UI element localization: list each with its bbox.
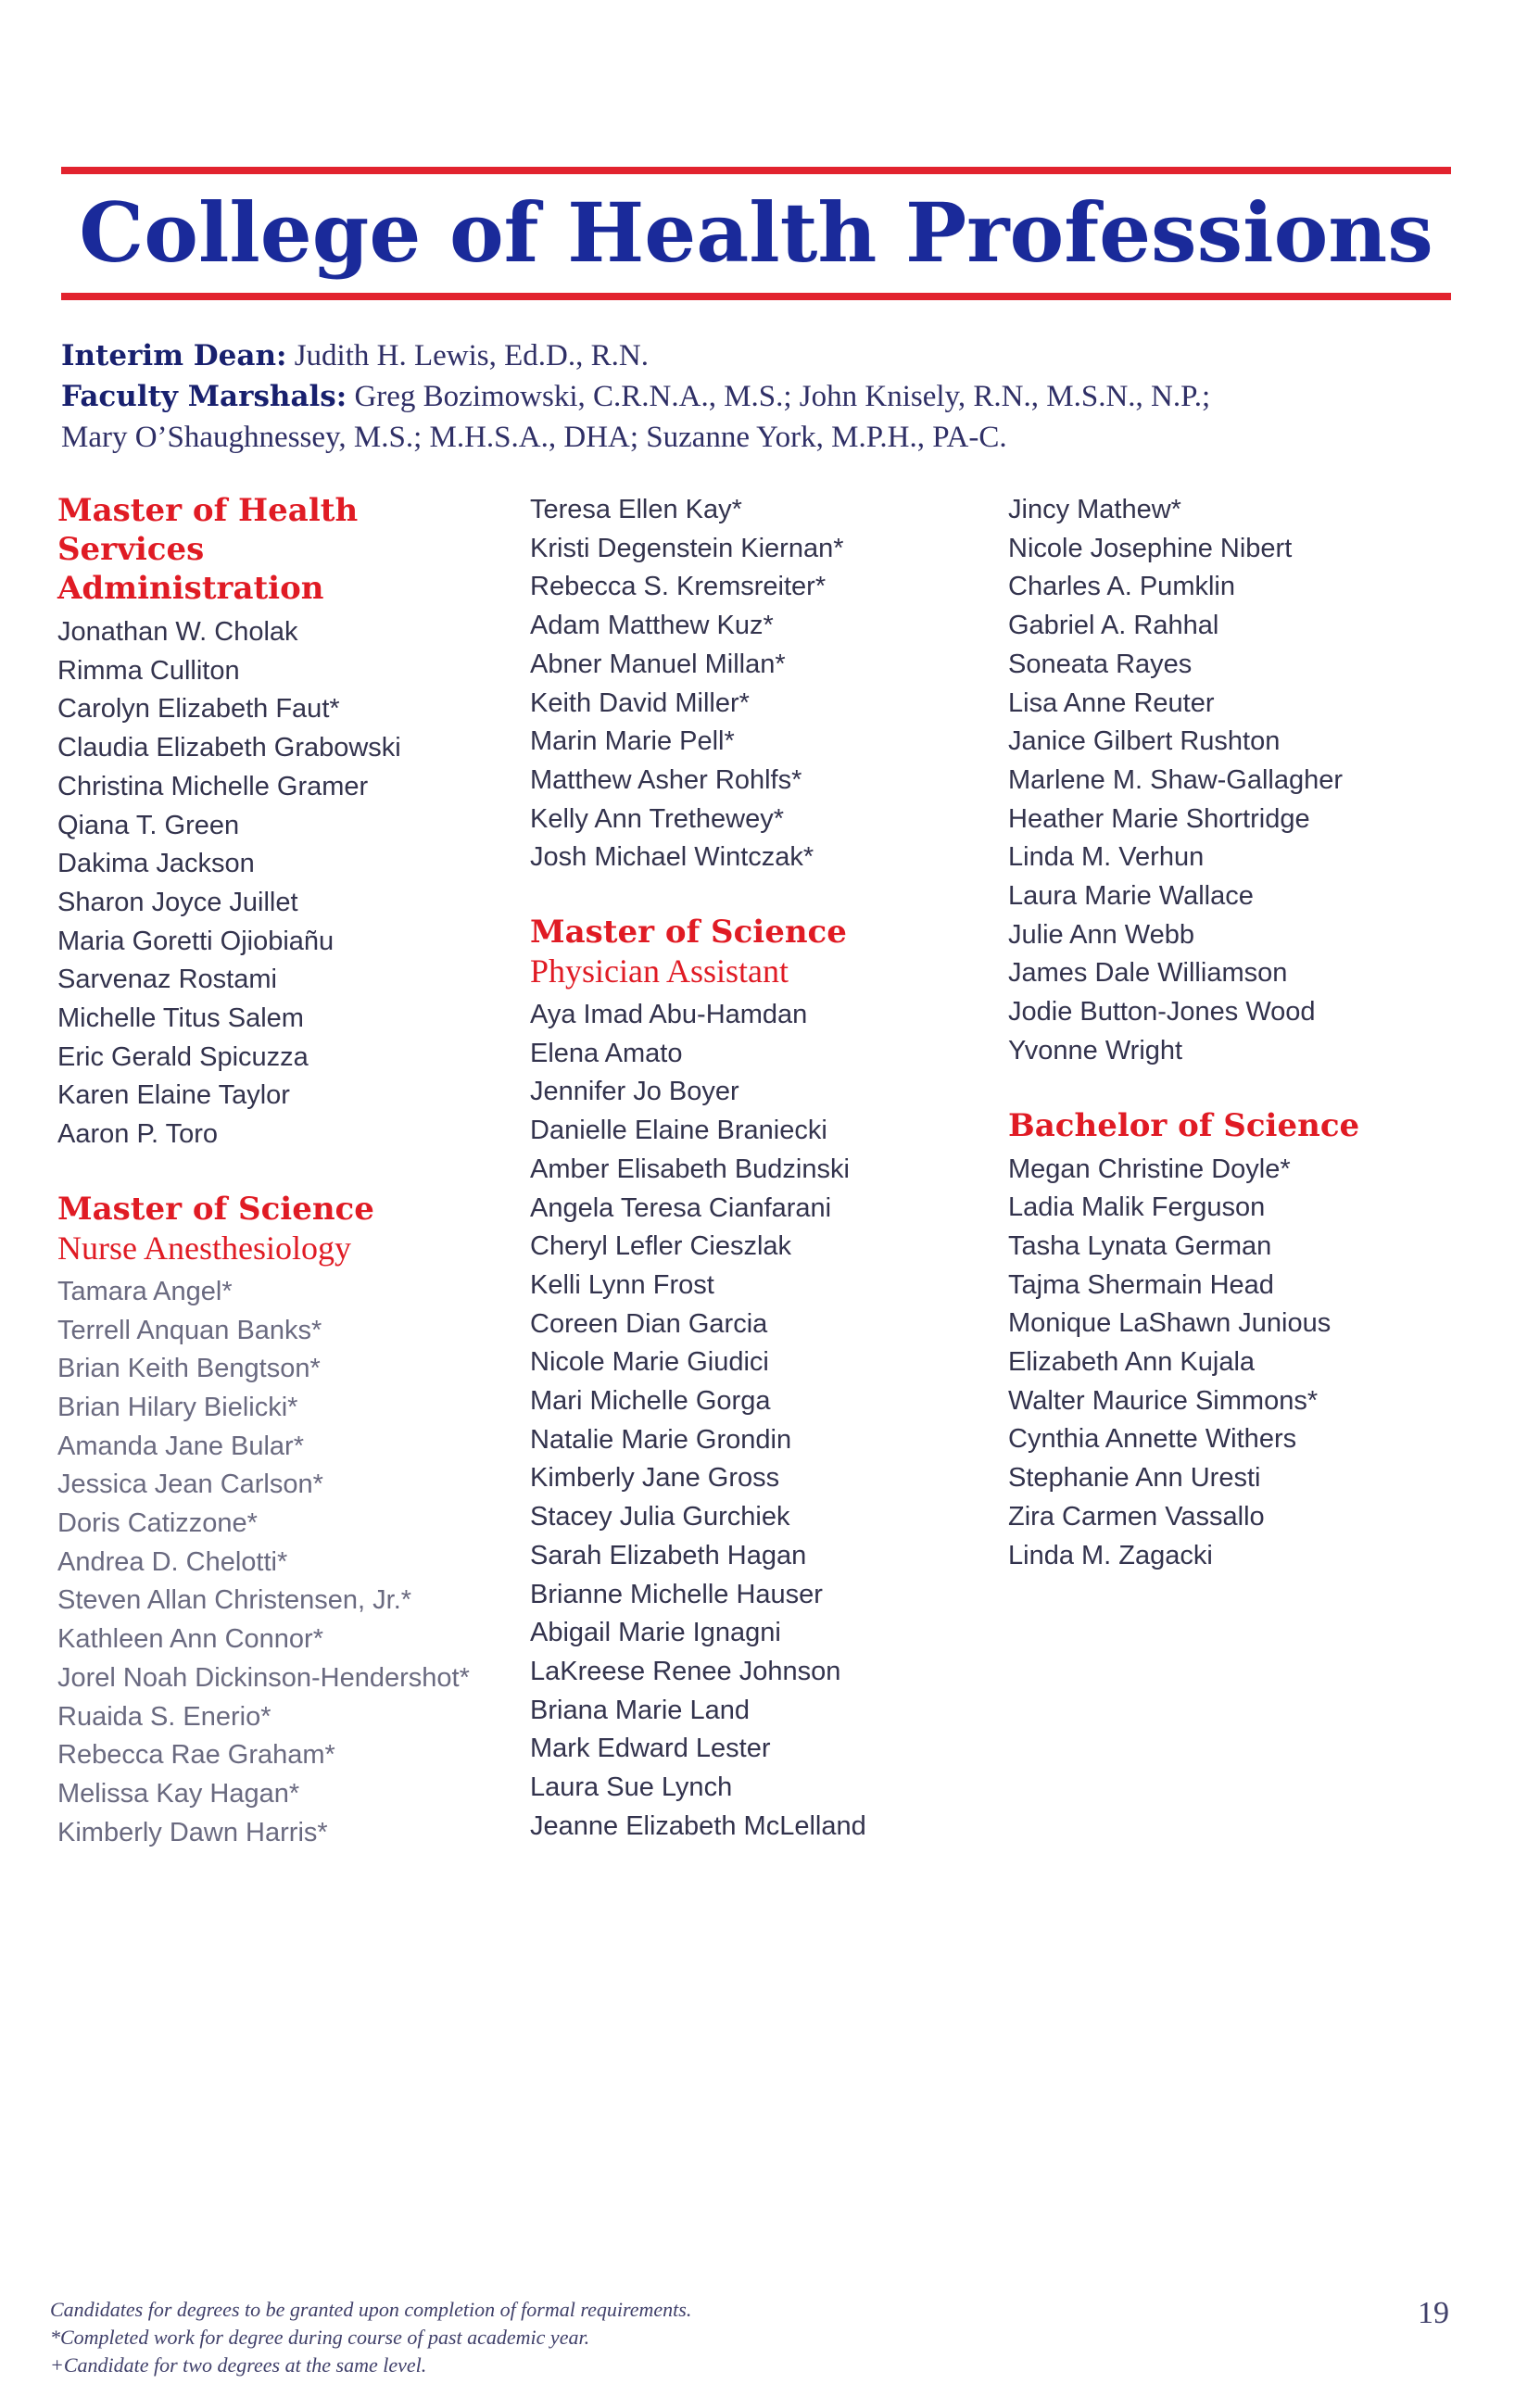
graduate-name: Natalie Marie Grondin (530, 1424, 792, 1455)
section-subheading: Physician Assistant (530, 952, 789, 990)
graduate-name: Steven Allan Christensen, Jr.* (57, 1585, 412, 1616)
graduate-name: Danielle Elaine Braniecki (530, 1116, 827, 1146)
section-mspa (530, 913, 966, 1846)
marshals-row-2 (61, 417, 1470, 458)
graduate-name: Brian Keith Bengtson* (57, 1354, 321, 1384)
graduate-name: Janice Gilbert Rushton (1008, 726, 1281, 757)
dean-value: Judith H. Lewis, Ed.D., R.N. (286, 339, 649, 372)
graduate-name: Maria Goretti Ojiobiañu (57, 926, 335, 956)
marshals-label: Faculty Marshals: (61, 380, 347, 413)
graduate-name: Rimma Culliton (57, 655, 240, 686)
graduate-name: Sharon Joyce Juillet (57, 887, 298, 917)
graduate-name: Kimberly Jane Gross (530, 1463, 780, 1494)
graduate-name: Kristi Degenstein Kiernan* (530, 533, 844, 563)
graduate-name: Sarah Elizabeth Hagan (530, 1540, 807, 1570)
footnote: *Completed work for degree during course of past academic year. (50, 2326, 590, 2349)
graduate-name: Brianne Michelle Hauser (530, 1579, 823, 1609)
graduate-name: Abner Manuel Millan* (530, 649, 786, 679)
graduate-name: Nicole Josephine Nibert (1008, 533, 1293, 563)
column-2 (530, 491, 966, 1882)
graduate-name: Elena Amato (530, 1038, 683, 1068)
graduate-name: Charles A. Pumklin (1008, 572, 1235, 602)
section-msna-continued (530, 491, 966, 877)
graduate-name: Monique LaShawn Junious (1008, 1308, 1332, 1339)
graduate-name: Josh Michael Wintczak* (530, 842, 814, 873)
graduate-name: Doris Catizzone* (57, 1508, 258, 1539)
graduate-name: Jonathan W. Cholak (57, 617, 298, 647)
graduate-name: Tajma Shermain Head (1008, 1269, 1274, 1300)
graduate-name: Claudia Elizabeth Grabowski (57, 733, 401, 763)
graduate-name: Marin Marie Pell* (530, 726, 735, 757)
name-list (530, 491, 966, 877)
section-subheading: Nurse Anesthesiology (57, 1229, 351, 1267)
graduate-name: Julie Ann Webb (1008, 919, 1194, 950)
section-heading: Master of Science (57, 1190, 374, 1228)
graduate-name: Rebecca Rae Graham* (57, 1740, 335, 1771)
graduate-name: Lisa Anne Reuter (1008, 687, 1215, 718)
graduate-name: Teresa Ellen Kay* (530, 495, 742, 524)
graduate-name: Jeanne Elizabeth McLelland (530, 1810, 866, 1841)
graduate-name: Briana Marie Land (530, 1695, 750, 1725)
graduate-name: Gabriel A. Rahhal (1008, 611, 1219, 641)
graduate-name: Amber Elisabeth Budzinski (530, 1154, 850, 1184)
graduate-name: Christina Michelle Gramer (57, 771, 369, 801)
column-1 (57, 491, 502, 1887)
graduate-name: James Dale Williamson (1008, 958, 1288, 989)
section-heading: Master of Health Services (57, 492, 359, 568)
graduate-name: Linda M. Zagacki (1008, 1540, 1213, 1570)
graduate-name: Laura Marie Wallace (1008, 881, 1254, 912)
section-mhsa (57, 491, 502, 1154)
section-msna (57, 1190, 502, 1853)
footnote: +Candidate for two degrees at the same level. (50, 2353, 427, 2377)
graduate-name: Nicole Marie Giudici (530, 1347, 769, 1378)
graduate-name: Yvonne Wright (1008, 1035, 1183, 1066)
graduate-name: Marlene M. Shaw-Gallagher (1008, 764, 1344, 795)
graduate-name: Kelly Ann Trethewey* (530, 803, 785, 834)
graduate-name: Elizabeth Ann Kujala (1008, 1347, 1256, 1378)
graduate-name: Tamara Angel* (57, 1276, 233, 1306)
graduate-name: Eric Gerald Spicuzza (57, 1041, 309, 1072)
graduate-name: Ladia Malik Ferguson (1008, 1192, 1266, 1223)
graduate-name: Angela Teresa Cianfarani (530, 1192, 832, 1223)
graduate-name: Aya Imad Abu-Hamdan (530, 1000, 808, 1030)
graduate-name: Jorel Noah Dickinson-Hendershot* (57, 1662, 470, 1693)
graduate-name: Carolyn Elizabeth Faut* (57, 694, 340, 725)
graduate-name: Linda M. Verhun (1008, 842, 1205, 873)
graduate-name: Kimberly Dawn Harris* (57, 1817, 328, 1847)
graduate-name: Karen Elaine Taylor (57, 1080, 290, 1111)
section-heading-line-2: Administration (57, 570, 324, 607)
graduate-name: Soneata Rayes (1008, 649, 1193, 679)
graduate-name: Coreen Dian Garcia (530, 1308, 768, 1339)
graduate-name: Aaron P. Toro (57, 1119, 219, 1150)
graduate-name: Cynthia Annette Withers (1008, 1424, 1297, 1455)
graduate-name: Kelli Lynn Frost (530, 1269, 714, 1300)
graduate-name: Keith David Miller* (530, 687, 750, 718)
name-list (1008, 1151, 1453, 1576)
graduate-name: Heather Marie Shortridge (1008, 803, 1310, 834)
dean-label: Interim Dean: (61, 339, 287, 372)
graduate-name: LaKreese Renee Johnson (530, 1656, 841, 1686)
graduate-name: Melissa Kay Hagan* (57, 1778, 300, 1809)
title-rule-top (61, 167, 1451, 174)
marshals-row (61, 376, 1470, 417)
name-list (57, 613, 502, 1154)
graduate-name: Jincy Mathew* (1008, 495, 1181, 524)
page-number: 19 (1418, 2296, 1449, 2330)
graduate-name: Andrea D. Chelotti* (57, 1546, 288, 1577)
graduate-name: Jennifer Jo Boyer (530, 1077, 739, 1107)
graduate-name: Laura Sue Lynch (530, 1772, 733, 1803)
graduate-name: Zira Carmen Vassallo (1008, 1501, 1265, 1532)
column-3 (1008, 491, 1453, 1610)
title-rule-bottom (61, 293, 1451, 300)
footnotes (50, 2296, 691, 2379)
graduate-name: Michelle Titus Salem (57, 1003, 304, 1034)
graduate-name: Sarvenaz Rostami (57, 965, 277, 995)
section-mspa-continued (1008, 491, 1453, 1071)
dean-row (61, 335, 1470, 376)
graduate-name: Brian Hilary Bielicki* (57, 1392, 298, 1422)
graduate-name: Dakima Jackson (57, 849, 255, 879)
graduate-name: Jodie Button-Jones Wood (1008, 997, 1316, 1028)
graduate-name: Rebecca S. Kremsreiter* (530, 572, 827, 602)
graduate-name: Adam Matthew Kuz* (530, 611, 774, 641)
footnote: Candidates for degrees to be granted upon completion of formal requirements. (50, 2298, 692, 2321)
graduate-name: Amanda Jane Bular* (57, 1431, 304, 1461)
marshals-value-line-2: Mary O’Shaughnessey, M.S.; M.H.S.A., DHA; Suzanne York, M.P.H., PA-C. (61, 421, 1007, 454)
graduate-name: Tasha Lynata German (1008, 1230, 1272, 1261)
graduate-name: Matthew Asher Rohlfs* (530, 764, 802, 795)
name-list (1008, 491, 1453, 1071)
page-title: College of Health Professions (79, 184, 1433, 281)
section-heading: Bachelor of Science (1008, 1106, 1360, 1144)
name-list (530, 996, 966, 1846)
graduate-name: Abigail Marie Ignagni (530, 1618, 781, 1648)
graduate-name: Cheryl Lefler Cieszlak (530, 1231, 792, 1262)
graduate-name: Terrell Anquan Banks* (57, 1315, 322, 1345)
graduate-name: Walter Maurice Simmons* (1008, 1385, 1319, 1416)
name-list (57, 1273, 502, 1853)
graduate-name: Mari Michelle Gorga (530, 1386, 771, 1417)
graduate-name: Stephanie Ann Uresti (1008, 1463, 1261, 1494)
graduate-name: Stacey Julia Gurchiek (530, 1502, 790, 1532)
graduate-name: Jessica Jean Carlson* (57, 1469, 323, 1500)
marshals-value-line-1: Greg Bozimowski, C.R.N.A., M.S.; John Knisely, R.N., M.S.N., N.P.; (347, 380, 1211, 413)
section-heading: Master of Science (530, 914, 847, 952)
graduate-name: Ruaida S. Enerio* (57, 1701, 271, 1732)
graduate-name: Qiana T. Green (57, 810, 240, 840)
officials-block (61, 335, 1470, 458)
graduate-name: Mark Edward Lester (530, 1734, 771, 1764)
graduate-name: Megan Christine Doyle* (1008, 1154, 1291, 1184)
graduate-name: Kathleen Ann Connor* (57, 1624, 323, 1655)
section-bs (1008, 1106, 1453, 1576)
